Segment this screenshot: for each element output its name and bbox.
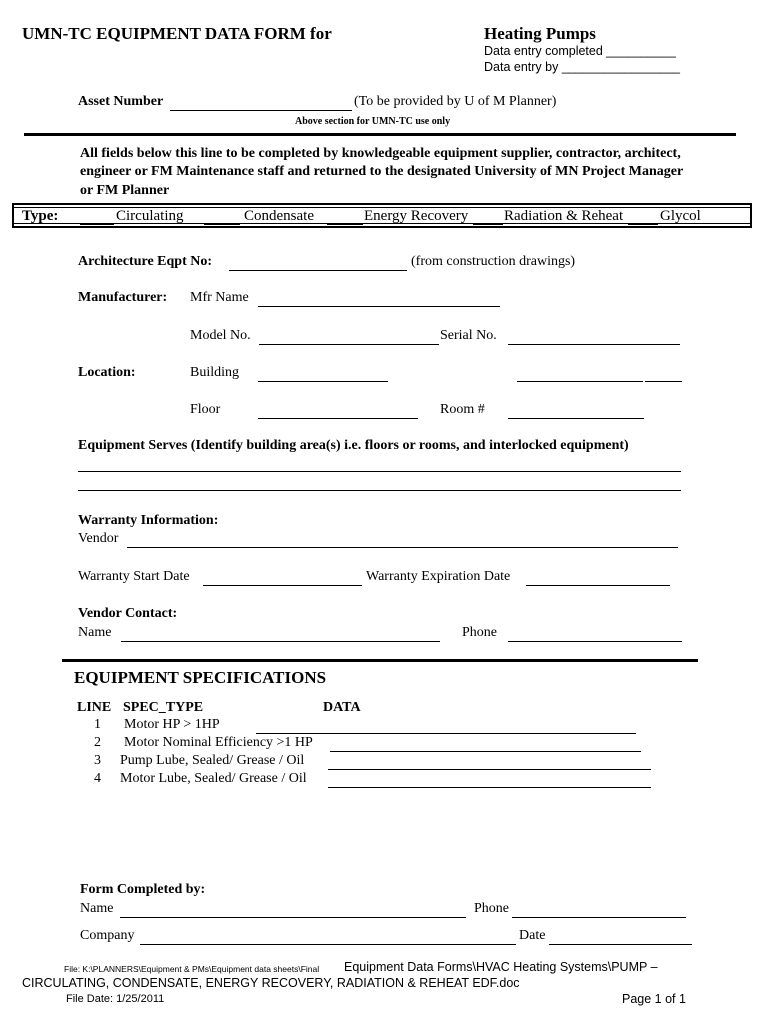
building-field-2[interactable] [517, 365, 643, 382]
model-no-field[interactable] [259, 328, 439, 345]
arch-eqpt-note: (from construction drawings) [411, 254, 576, 269]
vendor-contact-heading: Vendor Contact: [78, 606, 178, 621]
contact-name-label: Name [78, 625, 112, 640]
data-entry-completed: Data entry completed __________ [484, 44, 676, 58]
equipment-serves-field-2[interactable] [78, 474, 681, 491]
date-field[interactable] [549, 928, 692, 945]
specs-col-line: LINE [77, 700, 112, 715]
contact-phone-field[interactable] [508, 625, 682, 642]
asset-number-field[interactable] [170, 94, 352, 111]
type-label: Type: [22, 208, 59, 224]
spec-row-data-field[interactable] [328, 771, 651, 788]
warranty-heading: Warranty Information: [78, 513, 219, 528]
spec-row-data-field[interactable] [256, 717, 636, 734]
specs-divider [62, 659, 698, 662]
form-title: UMN-TC EQUIPMENT DATA FORM for [22, 24, 332, 43]
type-glycol-check[interactable] [628, 208, 658, 225]
footer-file-suffix: Equipment Data Forms\HVAC Heating Systems\PUMP – [344, 960, 658, 974]
date-label: Date [519, 928, 546, 943]
footer-file-line2: CIRCULATING, CONDENSATE, ENERGY RECOVERY, RADIATION & REHEAT EDF.doc [22, 976, 520, 990]
type-option-glycol: Glycol [660, 208, 701, 224]
type-radiation-reheat-check[interactable] [473, 208, 503, 225]
location-label: Location: [78, 365, 136, 380]
spec-row-num: 3 [94, 753, 101, 768]
equipment-serves-field-1[interactable] [78, 455, 681, 472]
footer-file-date: File Date: 1/25/2011 [66, 993, 165, 1005]
vendor-label: Vendor [78, 531, 119, 546]
instructions-line2: engineer or FM Maintenance staff and returned to the designated University of MN Project Manager [80, 164, 684, 179]
warranty-start-label: Warranty Start Date [78, 569, 190, 584]
section-divider [24, 133, 736, 136]
company-label: Company [80, 928, 135, 943]
use-only-note: Above section for UMN-TC use only [295, 116, 451, 127]
serial-no-field[interactable] [508, 328, 680, 345]
warranty-expiration-label: Warranty Expiration Date [366, 569, 511, 584]
warranty-expiration-field[interactable] [526, 569, 670, 586]
completed-phone-label: Phone [474, 901, 509, 916]
asset-number-note: (To be provided by U of M Planner) [354, 94, 557, 109]
mfr-name-label: Mfr Name [190, 290, 249, 305]
footer-file-prefix: File: K:\PLANNERS\Equipment & PMs\Equipment data sheets\Final [64, 964, 320, 974]
type-energy-recovery-check[interactable] [327, 208, 363, 225]
type-option-radiation-reheat: Radiation & Reheat [504, 208, 624, 224]
specs-col-type: SPEC_TYPE [123, 700, 204, 715]
type-option-condensate: Condensate [244, 208, 314, 224]
mfr-name-field[interactable] [258, 290, 500, 307]
type-condensate-check[interactable] [204, 208, 240, 225]
floor-field[interactable] [258, 402, 418, 419]
data-entry-by: Data entry by _________________ [484, 60, 680, 74]
spec-row-num: 1 [94, 717, 101, 732]
room-label: Room # [440, 402, 485, 417]
type-option-circulating: Circulating [116, 208, 184, 224]
manufacturer-label: Manufacturer: [78, 290, 168, 305]
company-field[interactable] [140, 928, 516, 945]
form-subtitle: Heating Pumps [484, 24, 596, 43]
serial-no-label: Serial No. [440, 328, 497, 343]
completed-name-field[interactable] [120, 901, 466, 918]
spec-row-type: Motor Nominal Efficiency >1 HP [124, 735, 313, 750]
footer-page-number: Page 1 of 1 [622, 992, 686, 1006]
room-field[interactable] [508, 402, 644, 419]
spec-row-type: Motor Lube, Sealed/ Grease / Oil [120, 771, 307, 786]
model-no-label: Model No. [190, 328, 251, 343]
instructions-line1: All fields below this line to be completed by knowledgeable equipment supplier, contractor, architect, [80, 146, 681, 161]
contact-name-field[interactable] [121, 625, 440, 642]
specs-heading: EQUIPMENT SPECIFICATIONS [74, 668, 327, 687]
completed-by-heading: Form Completed by: [80, 882, 206, 897]
warranty-start-field[interactable] [203, 569, 362, 586]
spec-row-type: Pump Lube, Sealed/ Grease / Oil [120, 753, 305, 768]
building-label: Building [190, 365, 240, 380]
spec-row-num: 4 [94, 771, 101, 786]
spec-row-num: 2 [94, 735, 101, 750]
equipment-serves-label: Equipment Serves (Identify building area(s) i.e. floors or rooms, and interlocked equipment) [78, 438, 629, 453]
building-field-3[interactable] [645, 365, 682, 382]
vendor-field[interactable] [127, 531, 678, 548]
arch-eqpt-label: Architecture Eqpt No: [78, 254, 213, 269]
spec-row-data-field[interactable] [328, 753, 651, 770]
completed-phone-field[interactable] [512, 901, 686, 918]
instructions-line3: or FM Planner [80, 183, 170, 198]
spec-row-type: Motor HP > 1HP [124, 717, 220, 732]
completed-name-label: Name [80, 901, 114, 916]
spec-row-data-field[interactable] [330, 735, 641, 752]
asset-number-label: Asset Number [78, 94, 164, 109]
building-field-1[interactable] [258, 365, 388, 382]
floor-label: Floor [190, 402, 221, 417]
arch-eqpt-field[interactable] [229, 254, 407, 271]
contact-phone-label: Phone [462, 625, 497, 640]
specs-col-data: DATA [323, 700, 361, 715]
type-option-energy-recovery: Energy Recovery [364, 208, 469, 224]
type-circulating-check[interactable] [80, 208, 114, 225]
